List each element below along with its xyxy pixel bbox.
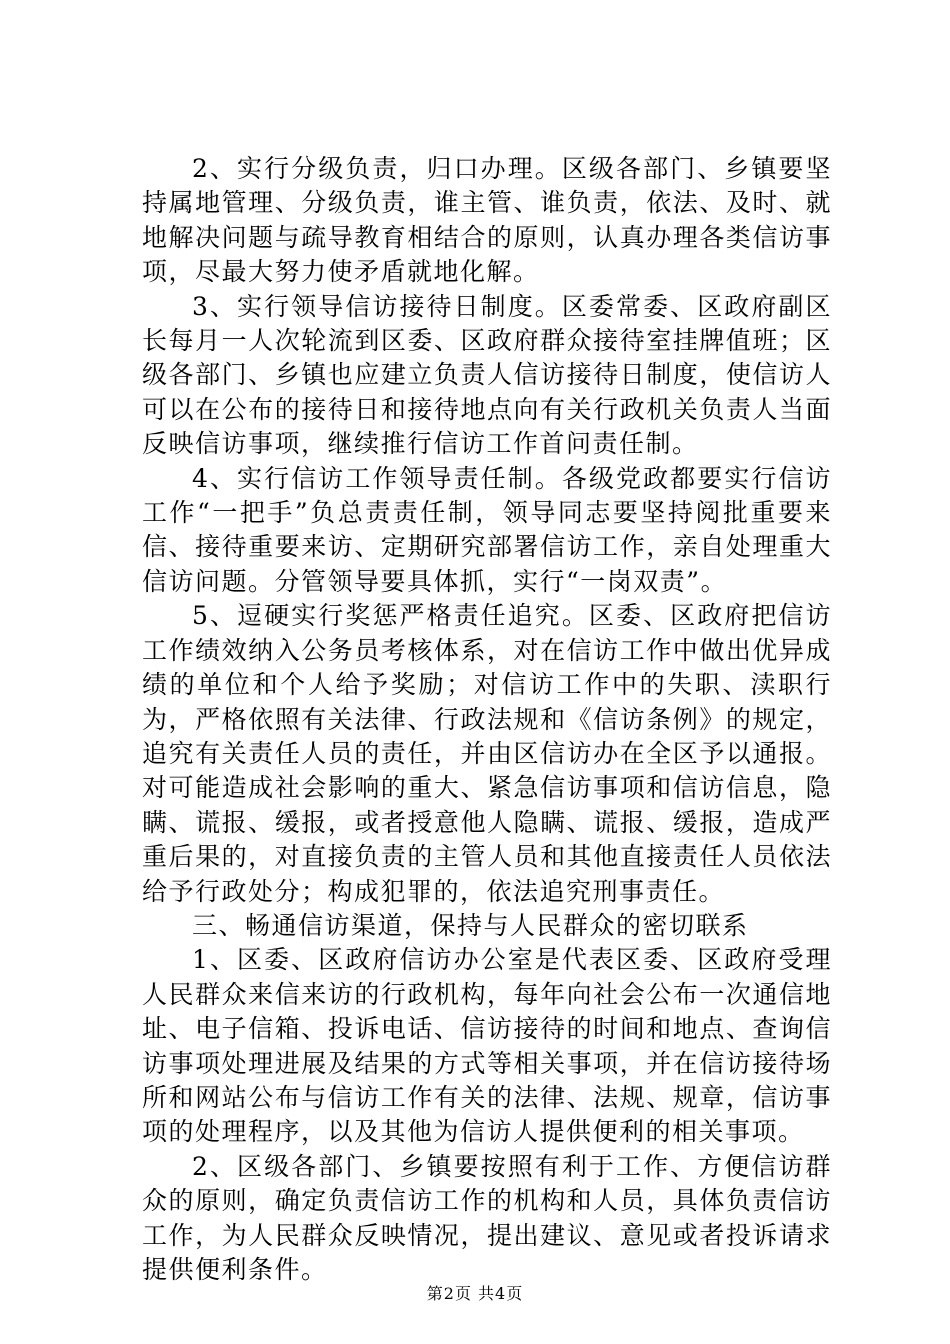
section-heading-3: 三、畅通信访渠道，保持与人民群众的密切联系 [192, 910, 749, 940]
document-body [142, 152, 832, 1287]
page-number-footer: 第2页 共4页 [426, 1284, 524, 1303]
paragraph-item-1: 1、区委、区政府信访办公室是代表区委、区政府受理人民群众来信来访的行政机构，每年向社会公布一次通信地址、电子信箱、投诉电话、信访接待的时间和地点、查询信访事项处理进展及结果的方式等相关事项，并在信访接待场所和网站公布与信访工作有关的法律、法规、规章，信访事项的处理程序，以及其他为信访人提供便利的相关事项。 [142, 945, 832, 1147]
paragraph-item-5: 5、逗硬实行奖惩严格责任追究。区委、区政府把信访工作绩效纳入公务员考核体系，对在信访工作中做出优异成绩的单位和个人给予奖励；对信访工作中的失职、渎职行为，严格依照有关法律、行政法规和《信访条例》的规定，追究有关责任人员的责任，并由区信访办在全区予以通报。对可能造成社会影响的重大、紧急信访事项和信访信息，隐瞒、谎报、缓报，或者授意他人隐瞒、谎报、缓报，造成严重后果的，对直接负责的主管人员和其他直接责任人员依法给予行政处分；构成犯罪的，依法追究刑事责任。 [142, 601, 832, 906]
paragraph-item-2b: 2、区级各部门、乡镇要按照有利于工作、方便信访群众的原则，确定负责信访工作的机构和人员，具体负责信访工作，为人民群众反映情况，提出建议、意见或者投诉请求提供便利条件。 [142, 1151, 832, 1284]
paragraph-item-2: 2、实行分级负责，归口办理。区级各部门、乡镇要坚持属地管理、分级负责，谁主管、谁负责，依法、及时、就地解决问题与疏导教育相结合的原则，认真办理各类信访事项，尽最大努力使矛盾就地化解。 [142, 154, 832, 287]
paragraph-item-4: 4、实行信访工作领导责任制。各级党政都要实行信访工作“一把手”负总责责任制，领导同志要坚持阅批重要来信、接待重要来访、定期研究部署信访工作，亲自处理重大信访问题。分管领导要具体抓，实行“一岗双责”。 [142, 463, 832, 596]
paragraph-item-3: 3、实行领导信访接待日制度。区委常委、区政府副区长每月一人次轮流到区委、区政府群众接待室挂牌值班；区级各部门、乡镇也应建立负责人信访接待日制度，使信访人可以在公布的接待日和接待地点向有关行政机关负责人当面反映信访事项，继续推行信访工作首问责任制。 [142, 291, 832, 459]
